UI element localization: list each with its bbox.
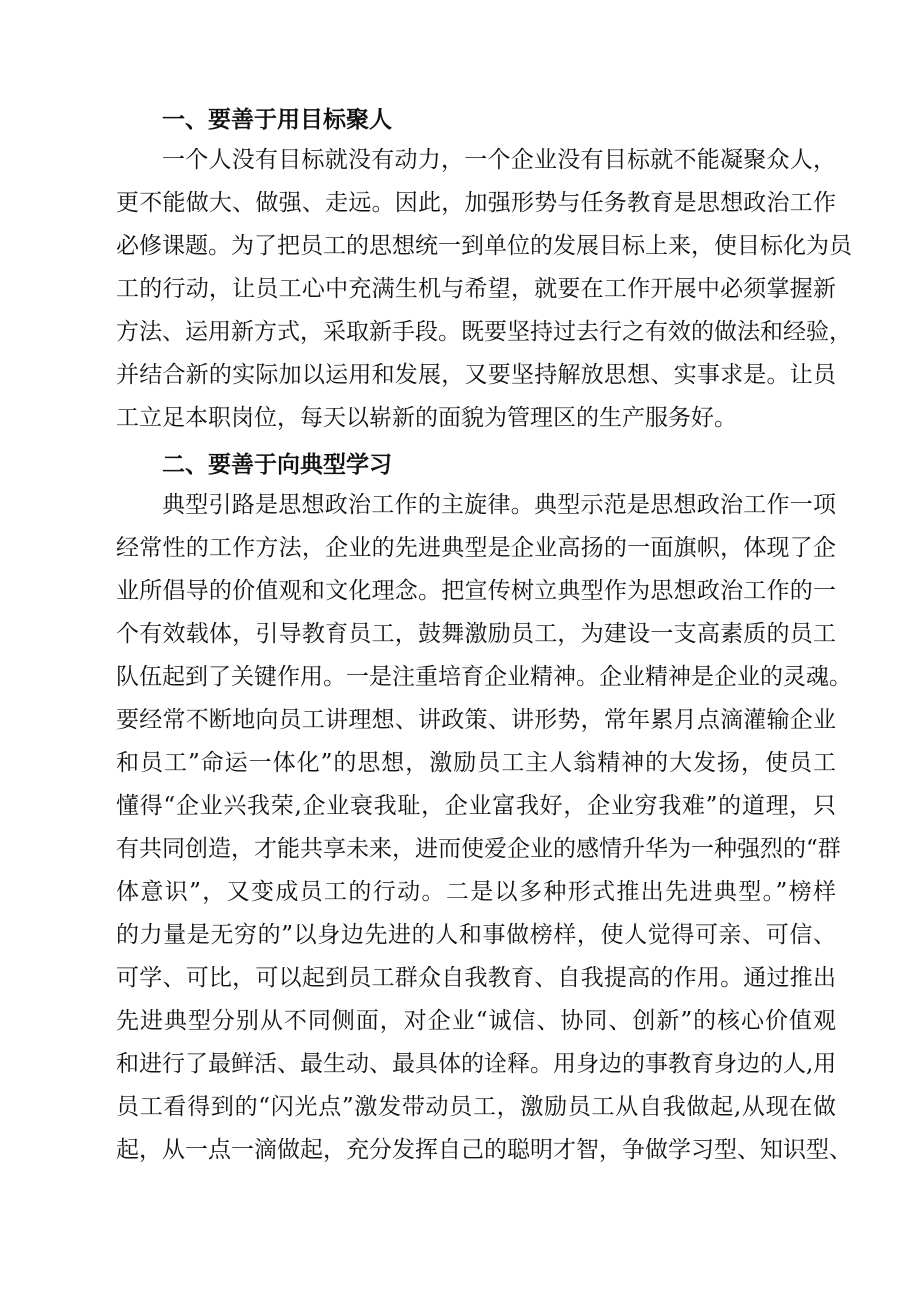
section2-line-1: 典型引路是思想政治工作的主旋律。典型示范是思想政治工作一项	[162, 492, 836, 518]
section1-line-3: 必修课题。为了把员工的思想统一到单位的发展目标上来，使目标化为员	[116, 233, 852, 259]
section2-line-6: 要经常不断地向员工讲理想、讲政策、讲形势，常年累月点滴灌输企业	[116, 707, 836, 733]
section2-line-2: 经常性的工作方法，企业的先进典型是企业高扬的一面旗帜，体现了企	[116, 535, 836, 561]
section2-line-14: 和进行了最鲜活、最生动、最具体的诠释。用身边的事教育身边的人,用	[116, 1051, 837, 1077]
section2-line-15: 员工看得到的“闪光点”激发带动员工，激励员工从自我做起,从现在做	[116, 1094, 836, 1120]
section1-line-5: 方法、运用新方式，采取新手段。既要坚持过去行之有效的做法和经验，	[116, 319, 852, 345]
section2-line-16: 起，从一点一滴做起，充分发挥自己的聪明才智，争做学习型、知识型、	[116, 1137, 852, 1163]
section2-line-7: 和员工”命运一体化”的思想，激励员工主人翁精神的大发扬，使员工	[116, 750, 836, 776]
section2-line-12: 可学、可比，可以起到员工群众自我教育、自我提高的作用。通过推出	[116, 965, 836, 991]
section2-line-4: 个有效载体，引导教育员工，鼓舞激励员工，为建设一支高素质的员工	[116, 621, 836, 647]
section2-line-8: 懂得“企业兴我荣,企业衰我耻，企业富我好，企业穷我难”的道理，只	[116, 793, 836, 819]
section2-line-9: 有共同创造，才能共享未来，进而使爱企业的感情升华为一种强烈的“群	[116, 836, 841, 862]
section2-line-13: 先进典型分别从不同侧面，对企业“诚信、协同、创新”的核心价值观	[116, 1008, 836, 1034]
section1-line-6: 并结合新的实际加以运用和发展，又要坚持解放思想、实事求是。让员	[116, 362, 836, 388]
section1-line-2: 更不能做大、做强、走远。因此，加强形势与任务教育是思想政治工作	[116, 190, 836, 216]
section1-line-7: 工立足本职岗位，每天以崭新的面貌为管理区的生产服务好。	[116, 405, 737, 431]
section2-heading: 二、要善于向典型学习	[162, 452, 392, 478]
section1-line-1: 一个人没有目标就没有动力，一个企业没有目标就不能凝聚众人，	[162, 147, 836, 173]
section2-line-11: 的力量是无穷的”以身边先进的人和事做榜样，使人觉得可亲、可信、	[116, 922, 836, 948]
section2-line-10: 体意识”，又变成员工的行动。二是以多种形式推出先进典型。”榜样	[116, 879, 836, 905]
section2-line-3: 业所倡导的价值观和文化理念。把宣传树立典型作为思想政治工作的一	[116, 578, 836, 604]
section1-heading: 一、要善于用目标聚人	[162, 107, 392, 133]
section1-line-4: 工的行动，让员工心中充满生机与希望，就要在工作开展中必须掌握新	[116, 276, 836, 302]
section2-line-5: 队伍起到了关键作用。一是注重培育企业精神。企业精神是企业的灵魂。	[116, 664, 852, 690]
